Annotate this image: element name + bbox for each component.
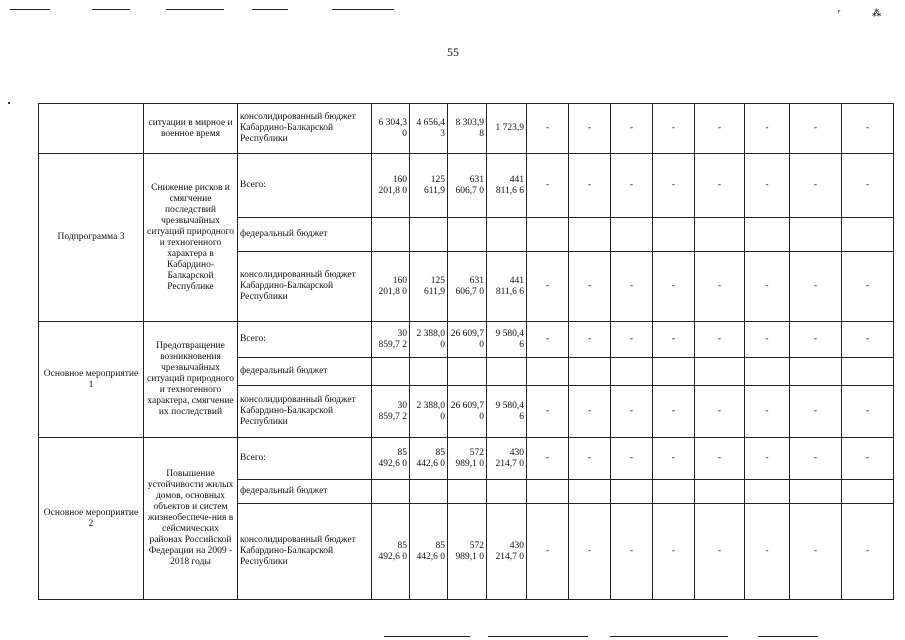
empty-value-cell [842, 480, 894, 504]
empty-value-cell: - [611, 252, 653, 322]
funding-source-cell: федеральный бюджет [238, 358, 372, 386]
empty-value-cell [695, 358, 745, 386]
amount-cell [448, 358, 487, 386]
amount-cell: 30 859,7 2 [372, 322, 410, 358]
amount-cell: 6 304,3 0 [372, 104, 410, 154]
amount-cell [410, 358, 448, 386]
empty-value-cell [790, 358, 842, 386]
amount-cell: 441 811,6 6 [487, 252, 527, 322]
empty-value-cell: - [653, 386, 695, 438]
empty-value-cell: - [842, 154, 894, 218]
amount-cell: 572 989,1 0 [448, 438, 487, 480]
empty-value-cell: - [790, 252, 842, 322]
empty-value-cell: - [527, 322, 569, 358]
empty-value-cell: - [842, 104, 894, 154]
amount-cell: 26 609,7 0 [448, 322, 487, 358]
empty-value-cell: - [527, 438, 569, 480]
amount-cell: 2 388,0 0 [410, 322, 448, 358]
empty-value-cell [569, 358, 611, 386]
scan-artifact-line [252, 9, 288, 10]
description-cell: ситуации в мирное и военное время [144, 104, 238, 154]
empty-value-cell: - [653, 504, 695, 600]
empty-value-cell: - [653, 252, 695, 322]
amount-cell [448, 480, 487, 504]
amount-cell: 631 606,7 0 [448, 252, 487, 322]
amount-cell [372, 358, 410, 386]
empty-value-cell: - [527, 386, 569, 438]
empty-value-cell: - [695, 322, 745, 358]
scan-artifact-line [610, 636, 728, 637]
empty-value-cell: - [527, 104, 569, 154]
program-cell: Основное мероприятие 2 [39, 438, 144, 600]
empty-value-cell [527, 480, 569, 504]
empty-value-cell [611, 480, 653, 504]
page-number: 55 [447, 45, 459, 59]
empty-value-cell [569, 480, 611, 504]
funding-source-cell: консолидированный бюджет Кабардино-Балкарской Республики [238, 504, 372, 600]
scan-artifact-line [332, 9, 394, 10]
empty-value-cell: - [695, 438, 745, 480]
empty-value-cell [611, 358, 653, 386]
amount-cell: 9 580,4 6 [487, 322, 527, 358]
empty-value-cell [653, 218, 695, 252]
amount-cell: 430 214,7 0 [487, 504, 527, 600]
description-cell: Предотвращение возникновения чрезвычайных ситуаций природного и техногенного характера, смягчение их последствий [144, 322, 238, 438]
empty-value-cell: - [842, 386, 894, 438]
amount-cell: 85 442,6 0 [410, 438, 448, 480]
empty-value-cell: - [653, 104, 695, 154]
amount-cell [448, 218, 487, 252]
empty-value-cell: - [790, 386, 842, 438]
empty-value-cell: - [790, 438, 842, 480]
scan-artifact-line [10, 9, 50, 10]
empty-value-cell [653, 480, 695, 504]
amount-cell: 85 442,6 0 [410, 504, 448, 600]
empty-value-cell: - [569, 438, 611, 480]
table-row [39, 438, 894, 480]
amount-cell: 1 723,9 [487, 104, 527, 154]
empty-value-cell: - [611, 104, 653, 154]
amount-cell [410, 480, 448, 504]
empty-value-cell: - [653, 154, 695, 218]
scan-artifact-line [758, 636, 818, 637]
amount-cell [487, 218, 527, 252]
funding-source-cell: федеральный бюджет [238, 480, 372, 504]
funding-source-cell: Всего: [238, 322, 372, 358]
empty-value-cell: - [745, 386, 790, 438]
empty-value-cell: - [790, 322, 842, 358]
empty-value-cell: - [695, 504, 745, 600]
empty-value-cell [842, 358, 894, 386]
program-cell [39, 104, 144, 154]
empty-value-cell: - [653, 322, 695, 358]
funding-source-cell: федеральный бюджет [238, 218, 372, 252]
amount-cell [487, 358, 527, 386]
funding-source-cell: Всего: [238, 154, 372, 218]
amount-cell [487, 480, 527, 504]
description-cell: Повышение устойчивости жилых домов, основных объектов и систем жизнеобеспече-ния в сейсмических районах Российской Федерации на 2009 - 2018 годы [144, 438, 238, 600]
empty-value-cell: - [611, 386, 653, 438]
empty-value-cell: - [569, 386, 611, 438]
funding-source-cell: консолидированный бюджет Кабардино-Балкарской Республики [238, 104, 372, 154]
scan-artifact-line [166, 9, 224, 10]
amount-cell: 125 611,9 [410, 252, 448, 322]
empty-value-cell [842, 218, 894, 252]
empty-value-cell: - [695, 154, 745, 218]
amount-cell: 26 609,7 0 [448, 386, 487, 438]
funding-source-cell: консолидированный бюджет Кабардино-Балкарской Республики [238, 386, 372, 438]
empty-value-cell: - [569, 322, 611, 358]
amount-cell: 572 989,1 0 [448, 504, 487, 600]
empty-value-cell: - [842, 322, 894, 358]
amount-cell: 631 606,7 0 [448, 154, 487, 218]
empty-value-cell: - [842, 504, 894, 600]
empty-value-cell: - [790, 154, 842, 218]
empty-value-cell [745, 218, 790, 252]
scan-speck: ⁂ [872, 8, 882, 18]
empty-value-cell: - [611, 438, 653, 480]
empty-value-cell: - [527, 154, 569, 218]
empty-value-cell [653, 358, 695, 386]
empty-value-cell: - [527, 504, 569, 600]
scan-artifact-line [92, 9, 130, 10]
empty-value-cell: - [527, 252, 569, 322]
amount-cell: 85 492,6 0 [372, 438, 410, 480]
funding-source-cell: Всего: [238, 438, 372, 480]
empty-value-cell [790, 480, 842, 504]
description-cell: Снижение рисков и смягчение последствий чрезвычайных ситуаций природного и техногенного характера в Кабардино-Балкарской Республике [144, 154, 238, 322]
amount-cell: 4 656,4 3 [410, 104, 448, 154]
scan-speck: ʳ [838, 7, 841, 17]
table-row [39, 154, 894, 218]
empty-value-cell: - [569, 504, 611, 600]
amount-cell: 85 492,6 0 [372, 504, 410, 600]
amount-cell: 125 611,9 [410, 154, 448, 218]
empty-value-cell: - [695, 252, 745, 322]
amount-cell: 441 811,6 6 [487, 154, 527, 218]
empty-value-cell: - [611, 154, 653, 218]
empty-value-cell: - [745, 504, 790, 600]
empty-value-cell: - [790, 104, 842, 154]
table-row [39, 322, 894, 358]
amount-cell: 9 580,4 6 [487, 386, 527, 438]
amount-cell: 2 388,0 0 [410, 386, 448, 438]
scan-artifact-line [488, 636, 588, 637]
empty-value-cell: - [745, 322, 790, 358]
empty-value-cell: - [611, 322, 653, 358]
amount-cell [372, 218, 410, 252]
funding-source-cell: консолидированный бюджет Кабардино-Балкарской Республики [238, 252, 372, 322]
empty-value-cell: - [569, 154, 611, 218]
amount-cell: 8 303,9 8 [448, 104, 487, 154]
empty-value-cell: - [745, 104, 790, 154]
empty-value-cell: - [653, 438, 695, 480]
amount-cell: 30 859,7 2 [372, 386, 410, 438]
amount-cell [410, 218, 448, 252]
empty-value-cell [790, 218, 842, 252]
table-row [39, 104, 894, 154]
empty-value-cell: - [745, 154, 790, 218]
amount-cell: 160 201,8 0 [372, 252, 410, 322]
budget-table [38, 103, 894, 600]
program-cell: Подпрограмма 3 [39, 154, 144, 322]
empty-value-cell: - [695, 386, 745, 438]
program-cell: Основное мероприятие 1 [39, 322, 144, 438]
amount-cell [372, 480, 410, 504]
scan-artifact-line [384, 636, 470, 637]
empty-value-cell: - [695, 104, 745, 154]
empty-value-cell [695, 218, 745, 252]
empty-value-cell [745, 358, 790, 386]
empty-value-cell: - [611, 504, 653, 600]
empty-value-cell: - [569, 104, 611, 154]
empty-value-cell [569, 218, 611, 252]
amount-cell: 430 214,7 0 [487, 438, 527, 480]
amount-cell: 160 201,8 0 [372, 154, 410, 218]
empty-value-cell: - [790, 504, 842, 600]
scan-speck [8, 102, 10, 104]
empty-value-cell [527, 358, 569, 386]
empty-value-cell [527, 218, 569, 252]
empty-value-cell [611, 218, 653, 252]
empty-value-cell [695, 480, 745, 504]
empty-value-cell: - [842, 252, 894, 322]
empty-value-cell: - [569, 252, 611, 322]
empty-value-cell: - [842, 438, 894, 480]
empty-value-cell: - [745, 252, 790, 322]
empty-value-cell: - [745, 438, 790, 480]
empty-value-cell [745, 480, 790, 504]
